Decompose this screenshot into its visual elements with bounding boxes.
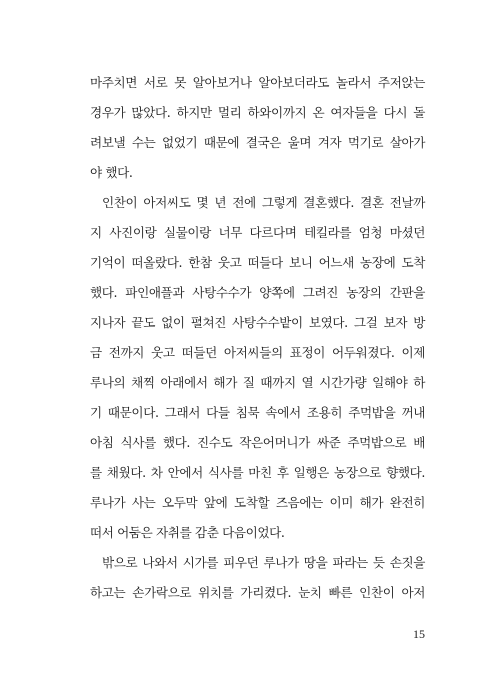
text-line: 마주치면 서로 못 알아보거나 알아보더라도 놀라서 주저앉는 [90,75,425,90]
body-text [90,68,425,608]
text-line: 기 때문이다. 그래서 다들 침묵 속에서 조용히 주먹밥을 꺼내 [90,405,425,420]
text-line: 지나자 끝도 없이 펼쳐진 사탕수수밭이 보였다. 그걸 보자 방 [90,315,425,330]
text-line: 야 했다. [90,165,133,180]
text-line: 려보낼 수는 없었기 때문에 결국은 울며 겨자 먹기로 살아가 [90,135,425,150]
text-line: 기억이 떠올랐다. 한참 웃고 떠들다 보니 어느새 농장에 도착 [90,255,425,270]
text-line: 인찬이 아저씨도 몇 년 전에 그렇게 결혼했다. 결혼 전날까 [102,195,425,210]
paragraph-1 [90,68,425,188]
text-line: 루나가 사는 오두막 앞에 도착할 즈음에는 이미 해가 완전히 [90,495,425,510]
text-line: 밖으로 나와서 시가를 피우던 루나가 땅을 파라는 듯 손짓을 [102,555,425,570]
page-number: 15 [413,627,425,641]
text-line: 경우가 많았다. 하지만 멀리 하와이까지 온 여자들을 다시 돌 [90,105,425,120]
text-line: 지 사진이랑 실물이랑 너무 다르다며 테킬라를 엄청 마셨던 [90,225,425,240]
text-line: 를 채웠다. 차 안에서 식사를 마친 후 일행은 농장으로 향했다. [90,465,425,480]
text-line: 하고는 손가락으로 위치를 가리켰다. 눈치 빠른 인찬이 아저 [90,585,425,600]
text-line: 금 전까지 웃고 떠들던 아저씨들의 표정이 어두워졌다. 이제 [90,345,425,360]
text-line: 아침 식사를 했다. 진수도 작은어머니가 싸준 주먹밥으로 배 [90,435,425,450]
text-line: 떠서 어둠은 자취를 감춘 다음이었다. [90,525,285,540]
paragraph-3 [90,548,425,608]
text-line: 루나의 채찍 아래에서 해가 질 때까지 열 시간가량 일해야 하 [90,375,425,390]
text-line: 했다. 파인애플과 사탕수수가 양쪽에 그려진 농장의 간판을 [90,285,425,300]
paragraph-2 [90,188,425,548]
